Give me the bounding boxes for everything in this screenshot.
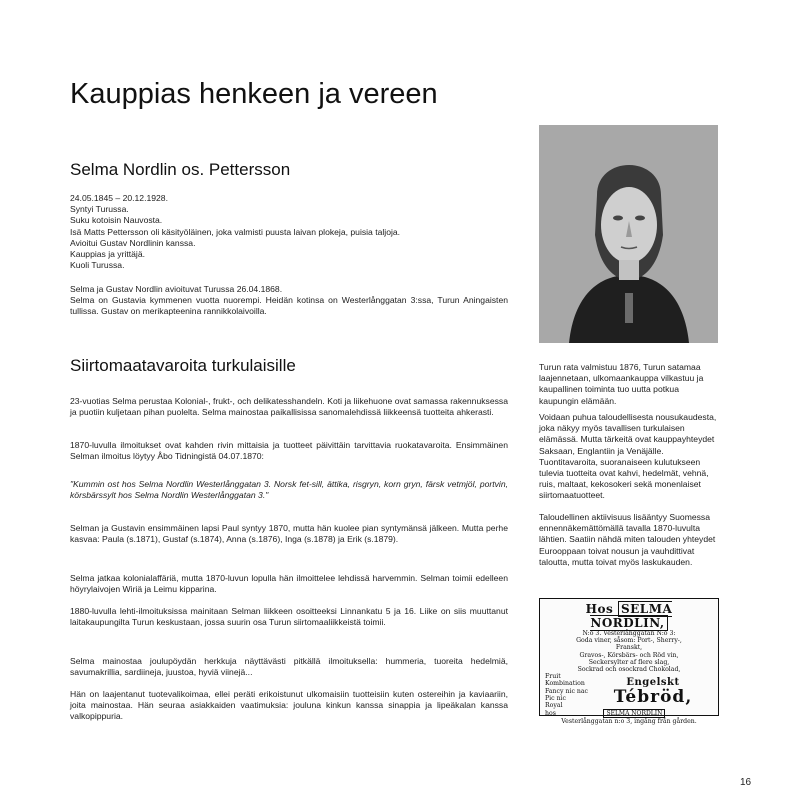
sidebar-p3: Taloudellinen aktiivisuus lisääntyy Suomessa ennennäkemättömällä tavalla 1870-luvulta lähtien. Saatiin nähdä miten talouden yhteydet Eurooppaan toivat nousun ja vauhdittivat taloutta, mutta toivat myös laskukauden. bbox=[539, 512, 716, 567]
ad-hos2: hos bbox=[545, 710, 556, 718]
ad-left-item: Fruit bbox=[545, 673, 561, 681]
ad-line: Sockrad och osockrad Chokolad, bbox=[577, 666, 681, 674]
ad-tebrod: Tébröd, bbox=[613, 686, 693, 707]
ad-shop-name: SELMA NORDLIN, bbox=[590, 602, 673, 630]
siirto-p6: Selma mainostaa joulupöydän herkkuja näyttävästi pitkällä ilmoituksella: hummeria, tuoreita hedelmiä, savumakrillia, sardiineja, juustoa, hyviä viinejä... bbox=[70, 656, 508, 678]
ad-line: Goda viner, såsom: Port-, Sherry-, bbox=[576, 637, 682, 645]
ad-big-text bbox=[593, 677, 713, 706]
sidebar-p2: Voidaan puhua taloudellisesta nousukaudesta, joka näkyy myös tavallisen turkulaisen elämässä. Mutta tärkeitä ovat kauppayhteydet Saksaan, Englantiin ja Venäjälle. Tuontitavaroita, suoranaiseen kulutukseen tulevia tuotteita ovat kahvi, hedelmät, vehnä, ruis, maltaat, kekosokeri sekä monenlaiset siirtomaatuotteet. bbox=[539, 412, 717, 501]
portrait-icon bbox=[539, 125, 718, 343]
portrait-photo bbox=[539, 125, 718, 343]
bio-fact: Isä Matts Pettersson oli käsityöläinen, joka valmisti puusta laivan plokeja, puisia taljoja. bbox=[70, 226, 401, 237]
bio-fact: Syntyi Turussa. bbox=[70, 204, 129, 215]
ad-line: Seckersylter af flere slag, bbox=[588, 658, 670, 666]
siirto-p4: Selma jatkaa kolonialaffäriä, mutta 1870-luvun lopulla hän ilmoittelee lehdissä harvemmin. Selman toimii edelleen höyrylaivojen Wiriä ja Leimu kipparina. bbox=[70, 573, 508, 595]
ad-engelskt: Engelskt bbox=[626, 676, 680, 688]
ad-signature-row bbox=[545, 709, 713, 718]
marriage-line: Selma ja Gustav Nordlin avioituvat Turussa 26.04.1868. bbox=[70, 284, 283, 294]
ad-left-item: Fancy nic nac bbox=[545, 687, 589, 695]
siirto-heading: Siirtomaatavaroita turkulaisille bbox=[70, 356, 296, 375]
siirto-p1: 23-vuotias Selma perustaa Kolonial-, frukt-, och delikatesshandeln. Koti ja liikehuone ovat samassa rakennuksessa ja puotiin kuljetaan pihan puolelta. Selma mainostaa paikallisissa sanomalehdissä liikkeensä tuotteita ahkerasti. bbox=[70, 396, 508, 418]
siirto-p2: 1870-luvulla ilmoitukset ovat kahden rivin mittaisia ja tuotteet päivittäin tarvittavia ruokatavaroita. Ensimmäinen Selman ilmoitus löytyy Åbo Tidningistä 04.07.1870: bbox=[70, 440, 508, 462]
siirto-p3: Selman ja Gustavin ensimmäinen lapsi Paul syntyy 1870, mutta hän kuolee pian syntymänsä jälkeen. Mutta perhe kasvaa: Paula (s.1871), Gustaf (s.1874), Anna (s.1876), Inga (s.1878) ja Erik (s.1879). bbox=[70, 523, 508, 545]
page-number: 16 bbox=[740, 777, 752, 788]
page-title: Kauppias henkeen ja vereen bbox=[70, 78, 438, 110]
bio-fact: Kauppias ja yrittäjä. bbox=[70, 249, 145, 260]
bio-heading: Selma Nordlin os. Pettersson bbox=[70, 160, 291, 179]
siirto-p7: Hän on laajentanut tuotevalikoimaa, ellei peräti erikoistunut ulkomaisiin tuotteisiin kuten ostereihin ja kaviaariin, joita mainostaa. Hän seuraa asiakkaiden vaatimuksia: jouluna kinkun kanssa sinappia ja lipeäkalan kanssa valkopippuria. bbox=[70, 689, 508, 722]
ad-line: Franskt, bbox=[615, 644, 643, 652]
ad-line: Gravos-, Körsbärs- och Röd vin, bbox=[579, 651, 679, 659]
bio-marriage bbox=[70, 284, 508, 318]
ad-header bbox=[545, 602, 713, 630]
bio-fact: 24.05.1845 – 20.12.1928. bbox=[70, 193, 168, 203]
ad-bottom-line: Vesterlånggatan n:o 3, ingång från gården. bbox=[561, 718, 697, 726]
ad-left-item: Kombination bbox=[545, 680, 585, 688]
ad-line: N:o 3. Vesterlånggatan N:o 3: bbox=[582, 630, 676, 637]
ad-left-list bbox=[545, 673, 593, 709]
ad-hos: Hos bbox=[585, 602, 614, 616]
siirto-p5: 1880-luvulla lehti-ilmoituksissa mainitaan Selman liikkeen osoitteeksi Linnankatu 5 ja 16. Liike on siis muuttanut laitakaupungilta Turun keskustaan, jossa suurin osa Turun siirtomaaliikkeistä toimii. bbox=[70, 606, 508, 628]
bio-fact: Avioitui Gustav Nordlinin kanssa. bbox=[70, 237, 196, 248]
ad-product-row bbox=[545, 673, 713, 709]
siirto-quote: "Kummin ost hos Selma Nordlin Westerlånggatan 3. Norsk fet-sill, ättika, risgryn, korn gryn, färsk vetmjöl, portvin, körsbärssylt hos Selma Nordlin Westerlånggatan 3." bbox=[70, 479, 508, 501]
sidebar-p1: Turun rata valmistuu 1876, Turun satamaa laajennetaan, ulkomaankauppa vilkastuu ja kaupallinen toiminta tuo uutta potkua kaupungin elämään. bbox=[539, 362, 704, 406]
ad-left-item: Royal bbox=[545, 702, 563, 710]
marriage-text: Selma on Gustavia kymmenen vuotta nuorempi. Heidän kotinsa on Westerlånggatan 3:ssa, Turun Aningaisten tullissa. Gustav on merikapteenina rannikkolaivoilla. bbox=[70, 295, 508, 317]
bio-fact: Suku kotoisin Nauvosta. bbox=[70, 215, 163, 226]
bio-facts bbox=[70, 193, 508, 271]
ad-signature: SELMA NORDLIN bbox=[603, 709, 665, 718]
ad-left-item: Pic nic bbox=[545, 694, 567, 702]
bio-fact: Kuoli Turussa. bbox=[70, 260, 125, 271]
newspaper-ad bbox=[539, 598, 719, 726]
